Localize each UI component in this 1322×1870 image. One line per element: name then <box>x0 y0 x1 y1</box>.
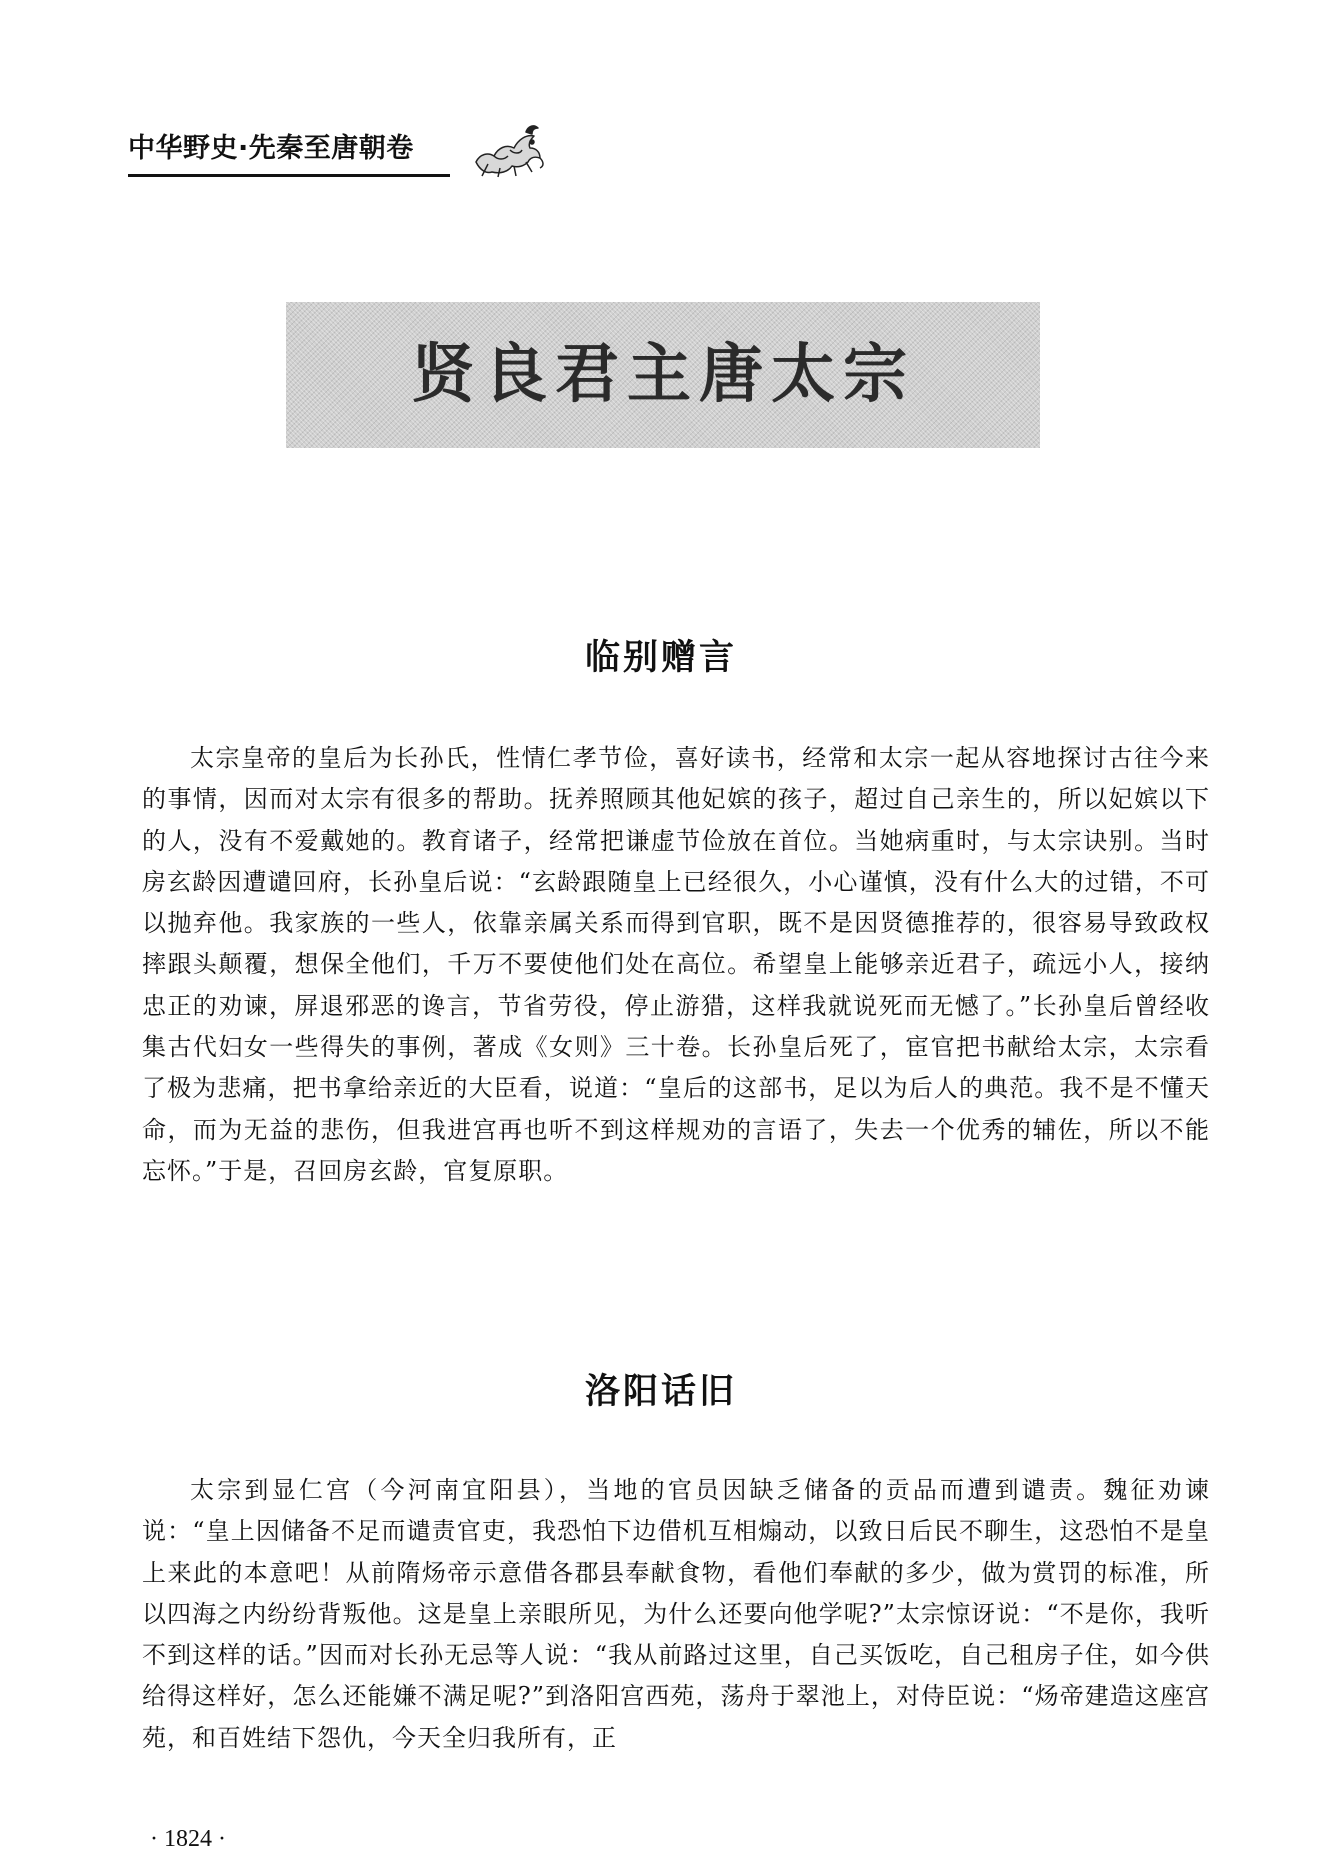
running-header <box>128 118 558 178</box>
series-title: 中华野史·先秦至唐朝卷 <box>128 133 414 164</box>
header-rule <box>128 174 450 177</box>
section-heading: 临别赠言 <box>584 638 737 678</box>
body-paragraph: 太宗皇帝的皇后为长孙氏，性情仁孝节俭，喜好读书，经常和太宗一起从容地探讨古往今来的事情，因而对太宗有很多的帮助。抚养照顾其他妃嫔的孩子，超过自己亲生的，所以妃嫔以下的人，没有不爱戴她的。教育诸子，经常把谦虚节俭放在首位。当她病重时，与太宗诀别。当时房玄龄因遭谴回府，长孙皇后说：“玄龄跟随皇上已经很久，小心谨慎，没有什么大的过错，不可以抛弃他。我家族的一些人，依靠亲属关系而得到官职，既不是因贤德推荐的，很容易导致政权摔跟头颠覆，想保全他们，千万不要使他们处在高位。希望皇上能够亲近君子，疏远小人，接纳忠正的劝谏，屏退邪恶的谗言，节省劳役，停止游猎，这样我就说死而无憾了。”长孙皇后曾经收集古代妇女一些得失的事例，著成《女则》三十卷。长孙皇后死了，宦官把书献给太宗，太宗看了极为悲痛，把书拿给亲近的大臣看，说道：“皇后的这部书，足以为后人的典范。我不是不懂天命，而为无益的悲伤，但我进宫再也听不到这样规劝的言语了，失去一个优秀的辅佐，所以不能忘怀。”于是，召回房玄龄，官复原职。 <box>142 744 1210 1185</box>
chapter-title: 贤良君主唐太宗 <box>411 337 915 412</box>
chapter-title-banner <box>286 302 1040 448</box>
body-paragraph: 太宗到显仁宫（今河南宜阳县），当地的官员因缺乏储备的贡品而遭到谴责。魏征劝谏说：“皇上因储备不足而谴责官吏，我恐怕下边借机互相煽动，以致日后民不聊生，这恐怕不是皇上来此的本意吧！从前隋炀帝示意借各郡县奉献食物，看他们奉献的多少，做为赏罚的标准，所以四海之内纷纷背叛他。这是皇上亲眼所见，为什么还要向他学呢?”太宗惊讶说：“不是你，我听不到这样的话。”因而对长孙无忌等人说：“我从前路过这里，自己买饭吃，自己租房子住，如今供给得这样好，怎么还能嫌不满足呢?”到洛阳宫西苑，荡舟于翠池上，对侍臣说：“炀帝建造这座宫苑，和百姓结下怨仇，今天全归我所有，正 <box>142 1476 1210 1752</box>
section-heading: 洛阳话旧 <box>584 1372 737 1412</box>
page-number: · 1824 · <box>150 1826 226 1852</box>
dragon-ornament-icon <box>470 118 546 178</box>
